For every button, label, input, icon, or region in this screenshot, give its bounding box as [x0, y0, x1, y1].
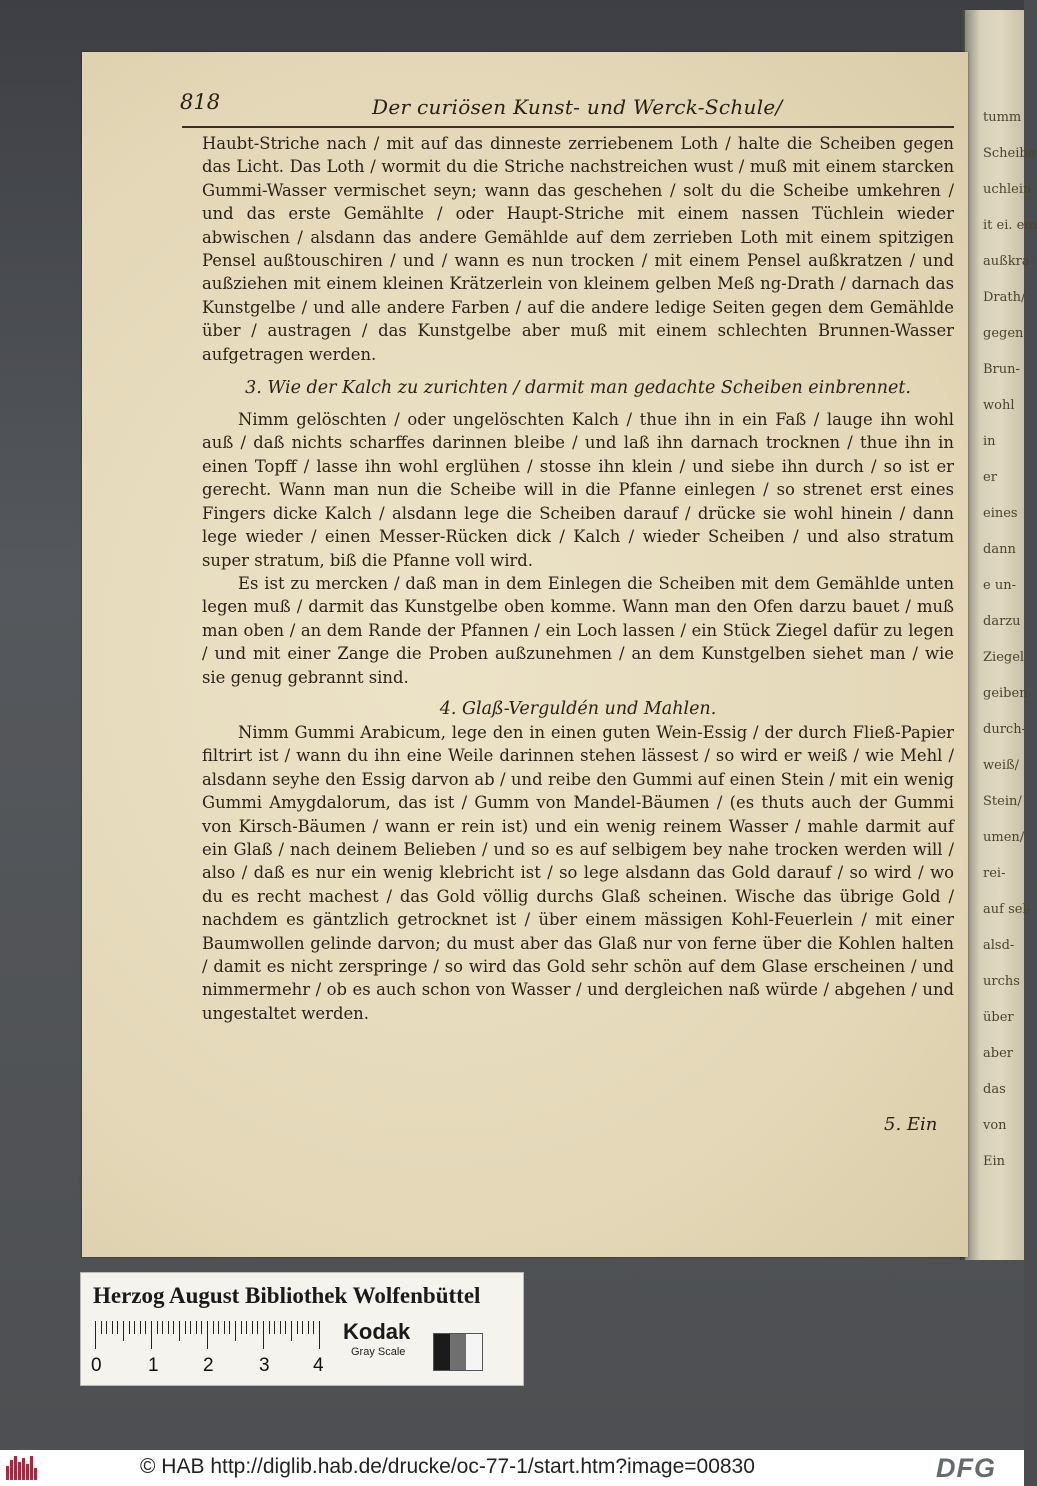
page-number: 818 — [180, 90, 221, 114]
ruler-tick — [252, 1321, 253, 1334]
logo-bar — [22, 1458, 25, 1480]
ruler-tick — [168, 1321, 169, 1334]
facing-page-fragment: das — [983, 1082, 1006, 1097]
logo-bar — [26, 1464, 29, 1480]
facing-page-fragment: geiben — [983, 686, 1028, 701]
ruler-tick — [297, 1321, 298, 1334]
facing-page-fragment: in — [983, 434, 996, 449]
ruler-tick — [246, 1321, 247, 1334]
ruler-tick — [218, 1321, 219, 1334]
swatch-black — [434, 1334, 450, 1370]
ruler-tick — [263, 1321, 264, 1349]
library-name: Herzog August Bibliothek Wolfenbüttel — [93, 1283, 481, 1308]
facing-page-fragment: von — [983, 1118, 1007, 1133]
facing-page-fragment: aber — [983, 1046, 1013, 1061]
logo-bar — [30, 1456, 33, 1480]
kodak-logo: Kodak — [343, 1319, 411, 1344]
ruler-numbers — [81, 1355, 341, 1377]
ruler-tick — [173, 1321, 174, 1334]
ruler — [95, 1321, 329, 1349]
facing-page-fragment: dann — [983, 542, 1016, 557]
ruler-tick — [319, 1321, 320, 1349]
ruler-tick — [213, 1321, 214, 1334]
facing-page-fragment: alsd- — [983, 938, 1015, 953]
header-rule — [182, 126, 954, 128]
ruler-tick — [241, 1321, 242, 1334]
book-page — [82, 52, 968, 1257]
ruler-tick — [308, 1321, 309, 1334]
facing-page-fragment: uchlein — [983, 182, 1032, 197]
paragraph-1: Haubt-Striche nach / mit auf das dinneste zerriebenem Loth / halte die Scheiben gegen das Licht. Das Loth / wormit du die Striche nachstreichen wust / muß mit einem starcken Gummi-Wasser vermischet seyn; wann das geschehen / solt du die Scheibe umkehren / und das erste Gemählte / oder Haupt-Striche mit einem nassen Tüchlein wieder abwischen / alsdann das andere Gemählde auf dem zerrieben Loth mit einem spitzigen Pensel außtouschiren / und / wann es nun trocken / mit einem Pensel außkratzen / und außziehen mit einem kleinen Krätzerlein von kleinem gelben Meß ng-Drath / darnach das Kunstgelbe / und alle andere Farben / auf die andere ledige Seiten gegen dem Gemählde über / austragen / das Kunstgelbe aber muß mit einem schlechten Brunnen-Wasser aufgetragen werden. — [202, 134, 954, 364]
paragraph-4: Nimm Gummi Arabicum, lege den in einen guten Wein-Essig / der durch Fließ-Papier filtrirt ist / wann du ihn eine Weile darinnen stehen lässest / so wird er weiß / wie Mehl / alsdann seyhe den Essig darvon ab / und reibe den Gummi auf einen Stein / mit ein wenig Gummi Amygdalorum, das ist / Gumm von Mandel-Bäumen / (es thuts auch der Gummi von Kirsch-Bäumen / wann er rein ist) und ein wenig reinem Wasser / mahle darmit auf ein Glaß / nach deinem Belieben / und so es auf selbigem bey nahe trocken werden will / also / daß es nur ein wenig klebricht ist / so lege alsdann das Gold darauf / so wird / wo du es recht machest / das Gold völlig durchs Glaß scheinen. Wische das übrige Gold / nachdem es gäntzlich getrocknet ist / über einem mässigen Kohl-Feuerlein / mit einer Baumwollen gelinde darvon; du must aber das Glaß nur von ferne über die Kohlen halten / damit es nicht zerspringe / so wird das Gold sehr schön auf dem Glase erscheinen / und nimmermehr / ob es auch schon von Wasser / und dergleichen naß würde / abgehen / und ungestaltet werden. — [202, 722, 954, 1023]
ruler-tick — [285, 1321, 286, 1334]
logo-bar — [14, 1456, 17, 1480]
ruler-tick — [151, 1321, 152, 1349]
ruler-tick — [280, 1321, 281, 1334]
ruler-tick — [224, 1321, 225, 1334]
facing-page-fragment: durch- — [983, 722, 1026, 737]
ruler-tick — [129, 1321, 130, 1334]
facing-page-fragment: e un- — [983, 578, 1016, 593]
ruler-tick — [123, 1321, 124, 1341]
ruler-tick — [185, 1321, 186, 1334]
gray-swatches — [433, 1333, 483, 1371]
ruler-tick — [157, 1321, 158, 1334]
facing-page-fragment: Ziegel — [983, 650, 1025, 665]
swatch-white — [466, 1334, 482, 1370]
facing-page-fragment: umen/ — [983, 830, 1025, 845]
running-head: Der curiösen Kunst- und Werck-Schule/ — [372, 95, 783, 119]
footer-link[interactable]: © HAB http://diglib.hab.de/drucke/oc-77-1/start.htm?image=00830 — [140, 1455, 755, 1478]
ruler-tick — [196, 1321, 197, 1334]
ruler-number: 1 — [148, 1355, 159, 1376]
paragraph-3: Es ist zu mercken / daß man in dem Einlegen die Scheiben mit dem Gemählde unten legen muß / darmit das Kunstgelbe oben komme. Wann man den Ofen darzu bauet / muß man oben / an dem Rande der Pfannen / ein Loch lassen / ein Stück Ziegel dafür zu legen / und mit einer Zange die Proben außzunehmen / an dem Kunstgelben siehet man / wie sie genug gebrannt sind. — [202, 573, 954, 687]
hab-logo-icon — [6, 1456, 40, 1480]
ruler-tick — [117, 1321, 118, 1334]
ruler-tick — [101, 1321, 102, 1334]
logo-bar — [34, 1468, 37, 1480]
facing-page-fragment: über — [983, 1010, 1014, 1025]
footer-bar — [0, 1450, 1024, 1486]
ruler-tick — [134, 1321, 135, 1334]
facing-page-fragment: weiß/ — [983, 758, 1020, 773]
ruler-tick — [257, 1321, 258, 1334]
ruler-tick — [190, 1321, 191, 1334]
facing-page-fragment: Stein/ — [983, 794, 1022, 809]
ruler-tick — [313, 1321, 314, 1334]
ruler-tick — [235, 1321, 236, 1341]
text-block — [202, 132, 954, 1025]
ruler-tick — [229, 1321, 230, 1334]
gray-scale-label: Gray Scale — [351, 1346, 406, 1358]
facing-page-fragment: urchs — [983, 974, 1020, 989]
ruler-tick — [145, 1321, 146, 1334]
facing-page-fragment: eines — [983, 506, 1018, 521]
facing-page-edge — [965, 10, 1037, 1260]
ruler-tick — [106, 1321, 107, 1334]
swatch-gray — [450, 1334, 466, 1370]
facing-page-fragment: er — [983, 470, 997, 485]
facing-page-fragment: tumm — [983, 110, 1022, 125]
ruler-tick — [207, 1321, 208, 1349]
ruler-number: 2 — [203, 1355, 214, 1376]
color-reference-card — [80, 1272, 524, 1386]
logo-bar — [18, 1462, 21, 1480]
ruler-tick — [162, 1321, 163, 1334]
logo-bar — [10, 1460, 13, 1480]
section-heading-4: 4. Glaß-Verguldén und Mahlen. — [439, 698, 717, 719]
ruler-tick — [291, 1321, 292, 1341]
catchword: 5. Ein — [884, 1114, 938, 1135]
ruler-number: 0 — [91, 1355, 102, 1376]
ruler-tick — [269, 1321, 270, 1334]
ruler-tick — [179, 1321, 180, 1341]
facing-page-fragment: gegen — [983, 326, 1024, 341]
ruler-tick — [302, 1321, 303, 1334]
paragraph-2: Nimm gelöschten / oder ungelöschten Kalch / thue ihn in ein Faß / lauge ihn wohl auß / daß nichts scharffes darinnen bleibe / und laß ihn darnach trocknen / thue ihn in einen Topff / lasse ihn wohl erglühen / stosse ihn klein / und siebe ihn durch / so ist er gerecht. Wann man nun die Scheibe will in die Pfanne einlegen / so strenet erst eines Fingers dicke Kalch / alsdann lege die Scheiben darauf / drücke sie wohl hinein / dann lege wieder / einen Messer-Rücken dick / Kalch / wieder Scheiben / und also stratum super stratum, biß die Pfanne voll wird. — [202, 410, 954, 570]
facing-page-fragment: Drath/ — [983, 290, 1026, 305]
facing-page-fragment: Scheibe — [983, 146, 1036, 161]
facing-page-fragment: auf sel- — [983, 902, 1031, 917]
ruler-number: 3 — [259, 1355, 270, 1376]
logo-bar — [6, 1466, 9, 1480]
ruler-tick — [201, 1321, 202, 1334]
ruler-tick — [140, 1321, 141, 1334]
section-heading-3: 3. Wie der Kalch zu zurichten / darmit man gedachte Scheiben einbrennet. — [245, 378, 911, 399]
facing-page-fragment: wohl — [983, 398, 1015, 413]
ruler-number: 4 — [313, 1355, 324, 1376]
facing-page-fragment: darzu — [983, 614, 1021, 629]
ruler-tick — [274, 1321, 275, 1334]
facing-page-fragment: außkra- — [983, 254, 1035, 269]
ruler-tick — [112, 1321, 113, 1334]
facing-page-fragment: it ei. em — [983, 218, 1037, 233]
facing-page-fragment: Brun- — [983, 362, 1020, 377]
facing-page-fragment: Ein — [983, 1154, 1006, 1169]
ruler-tick — [95, 1321, 96, 1349]
dfg-logo: DFG — [936, 1453, 996, 1483]
facing-page-fragment: rei- — [983, 866, 1006, 881]
